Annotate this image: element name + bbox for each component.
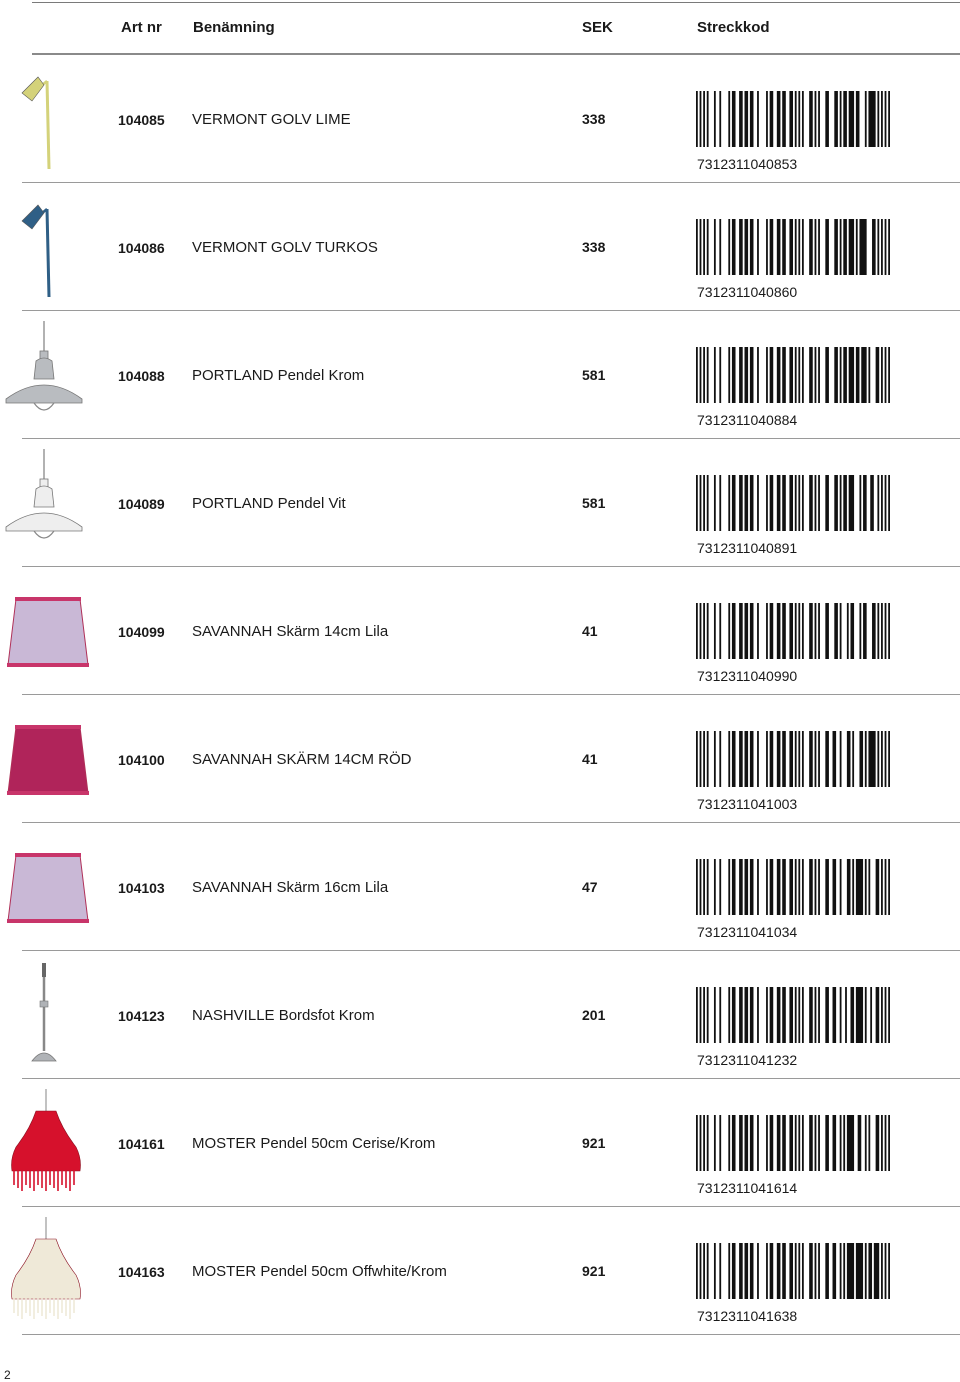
product-name: NASHVILLE Bordsfot Krom	[192, 1007, 375, 1024]
floor-lamp-icon	[2, 65, 92, 173]
ean-number: 7312311041003	[697, 796, 798, 812]
header-streckkod: Streckkod	[697, 19, 770, 36]
ean-number: 7312311040860	[697, 284, 798, 300]
art-nr: 104099	[118, 624, 165, 640]
price-sek: 921	[582, 1135, 606, 1151]
page-number: 2	[4, 1368, 11, 1382]
ean-number: 7312311040853	[697, 156, 798, 172]
product-name: VERMONT GOLV LIME	[192, 111, 351, 128]
barcode-icon	[696, 475, 890, 531]
fringe-pendant-icon	[2, 1089, 92, 1197]
barcode-icon	[696, 859, 890, 915]
barcode-icon	[696, 987, 890, 1043]
product-name: SAVANNAH Skärm 14cm Lila	[192, 623, 389, 640]
barcode-icon	[696, 1115, 890, 1171]
table-row	[0, 55, 960, 183]
table-row	[0, 439, 960, 567]
art-nr: 104163	[118, 1264, 165, 1280]
price-sek: 581	[582, 495, 606, 511]
art-nr: 104161	[118, 1136, 165, 1152]
table-lamp-base-icon	[2, 961, 92, 1069]
table-row	[0, 695, 960, 823]
barcode-icon	[696, 603, 890, 659]
price-sek: 921	[582, 1263, 606, 1279]
art-nr: 104086	[118, 240, 165, 256]
product-list	[0, 55, 960, 1335]
table-row	[0, 823, 960, 951]
table-row	[0, 1207, 960, 1335]
art-nr: 104123	[118, 1008, 165, 1024]
price-sek: 201	[582, 1007, 606, 1023]
header-sek: SEK	[582, 19, 613, 36]
table-header	[0, 0, 960, 56]
header-art-nr: Art nr	[121, 19, 162, 36]
product-name: PORTLAND Pendel Vit	[192, 495, 346, 512]
row-divider	[22, 1334, 960, 1335]
table-row	[0, 951, 960, 1079]
price-sek: 41	[582, 751, 598, 767]
barcode-icon	[696, 347, 890, 403]
table-row	[0, 183, 960, 311]
floor-lamp-icon	[2, 193, 92, 301]
product-name: VERMONT GOLV TURKOS	[192, 239, 378, 256]
product-name: MOSTER Pendel 50cm Cerise/Krom	[192, 1135, 436, 1152]
price-sek: 581	[582, 367, 606, 383]
ean-number: 7312311041034	[697, 924, 798, 940]
table-row	[0, 567, 960, 695]
product-name: MOSTER Pendel 50cm Offwhite/Krom	[192, 1263, 447, 1280]
barcode-icon	[696, 91, 890, 147]
table-row	[0, 1079, 960, 1207]
ean-number: 7312311041614	[697, 1180, 798, 1196]
product-name: SAVANNAH SKÄRM 14CM RÖD	[192, 751, 412, 768]
product-name: SAVANNAH Skärm 16cm Lila	[192, 879, 389, 896]
barcode-icon	[696, 1243, 890, 1299]
price-sek: 41	[582, 623, 598, 639]
pendant-lamp-icon	[2, 449, 92, 557]
art-nr: 104085	[118, 112, 165, 128]
ean-number: 7312311040884	[697, 412, 798, 428]
price-sek: 338	[582, 111, 606, 127]
barcode-icon	[696, 731, 890, 787]
lamp-shade-icon	[2, 705, 92, 813]
art-nr: 104103	[118, 880, 165, 896]
price-sek: 338	[582, 239, 606, 255]
art-nr: 104100	[118, 752, 165, 768]
barcode-icon	[696, 219, 890, 275]
pendant-lamp-icon	[2, 321, 92, 429]
lamp-shade-icon	[2, 577, 92, 685]
lamp-shade-icon	[2, 833, 92, 941]
table-row	[0, 311, 960, 439]
ean-number: 7312311041232	[697, 1052, 798, 1068]
price-sek: 47	[582, 879, 598, 895]
product-name: PORTLAND Pendel Krom	[192, 367, 365, 384]
header-benamning: Benämning	[193, 19, 275, 36]
art-nr: 104088	[118, 368, 165, 384]
ean-number: 7312311041638	[697, 1308, 798, 1324]
ean-number: 7312311040891	[697, 540, 798, 556]
ean-number: 7312311040990	[697, 668, 798, 684]
art-nr: 104089	[118, 496, 165, 512]
fringe-pendant-icon	[2, 1217, 92, 1325]
